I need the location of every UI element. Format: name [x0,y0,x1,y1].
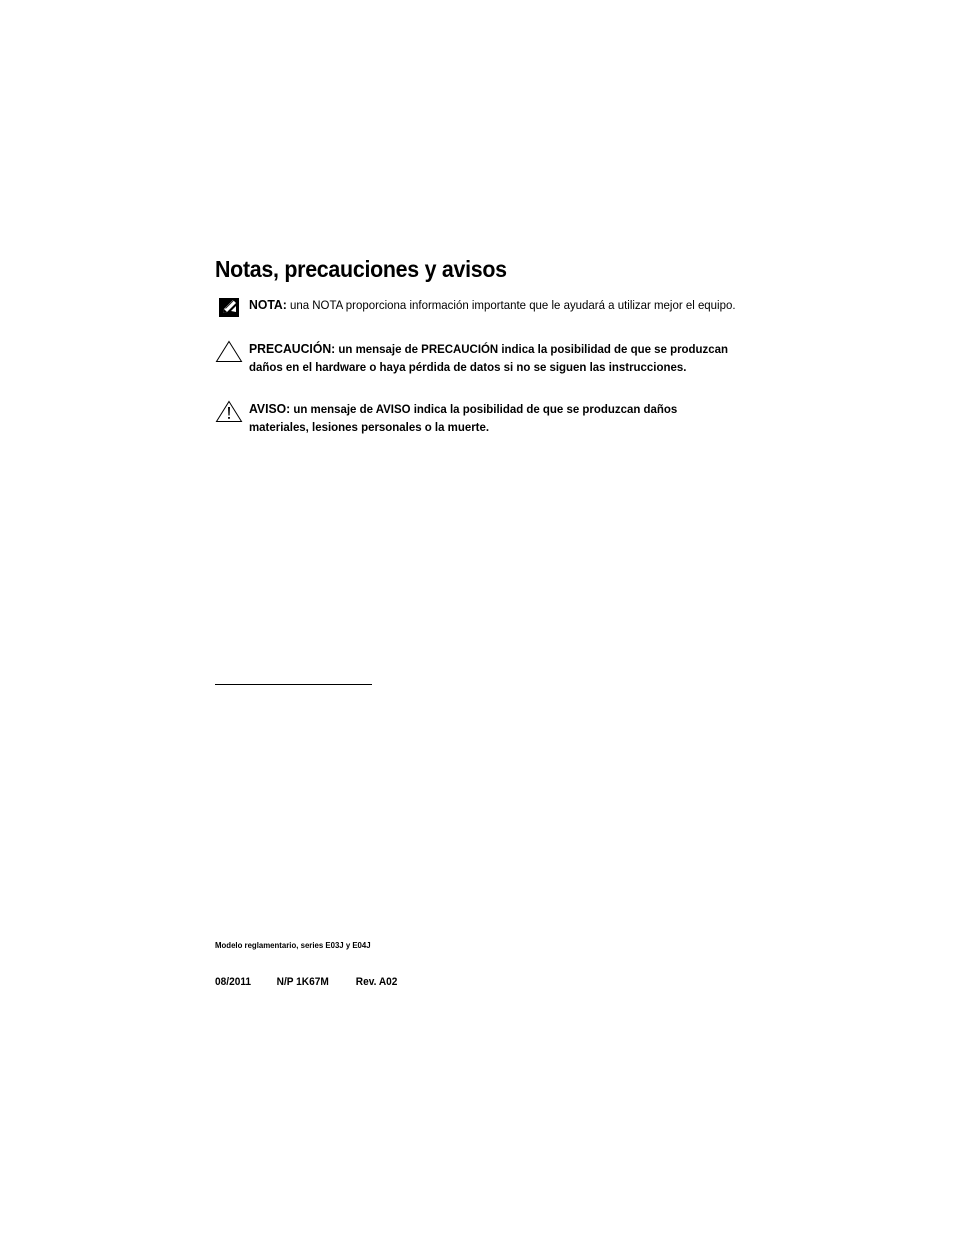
pencil-note-icon [214,296,244,322]
caution-text [249,340,738,376]
warning-body: un mensaje de AVISO indica la posibilidad de que se produzcan daños materiales, lesiones personales o la muerte. [249,402,678,434]
warning-notice [214,400,704,436]
caution-body: un mensaje de PRECAUCIÓN indica la posibilidad de que se produzcan daños en el hardware o haya pérdida de datos si no se siguen las instrucciones. [249,342,729,374]
footnote-divider [215,684,372,685]
page-title: Notas, precauciones y avisos [215,256,507,282]
part-number: N/P 1K67M [276,976,329,988]
warning-label: AVISO: [249,401,291,416]
document-metadata [215,976,397,988]
regulatory-model: Modelo reglamentario, series E03J y E04J [215,940,371,950]
note-notice [214,296,736,315]
publication-date: 08/2011 [215,976,252,988]
caution-label: PRECAUCIÓN: [249,341,336,356]
note-text [249,296,738,315]
warning-text [249,400,738,436]
caution-notice [214,340,729,376]
warning-exclamation-icon [214,400,244,426]
caution-triangle-icon [214,340,244,366]
revision-number: Rev. A02 [355,976,398,988]
note-body: una NOTA proporciona información importante que le ayudará a utilizar mejor el equipo. [286,298,736,312]
note-label: NOTA: [249,297,287,312]
